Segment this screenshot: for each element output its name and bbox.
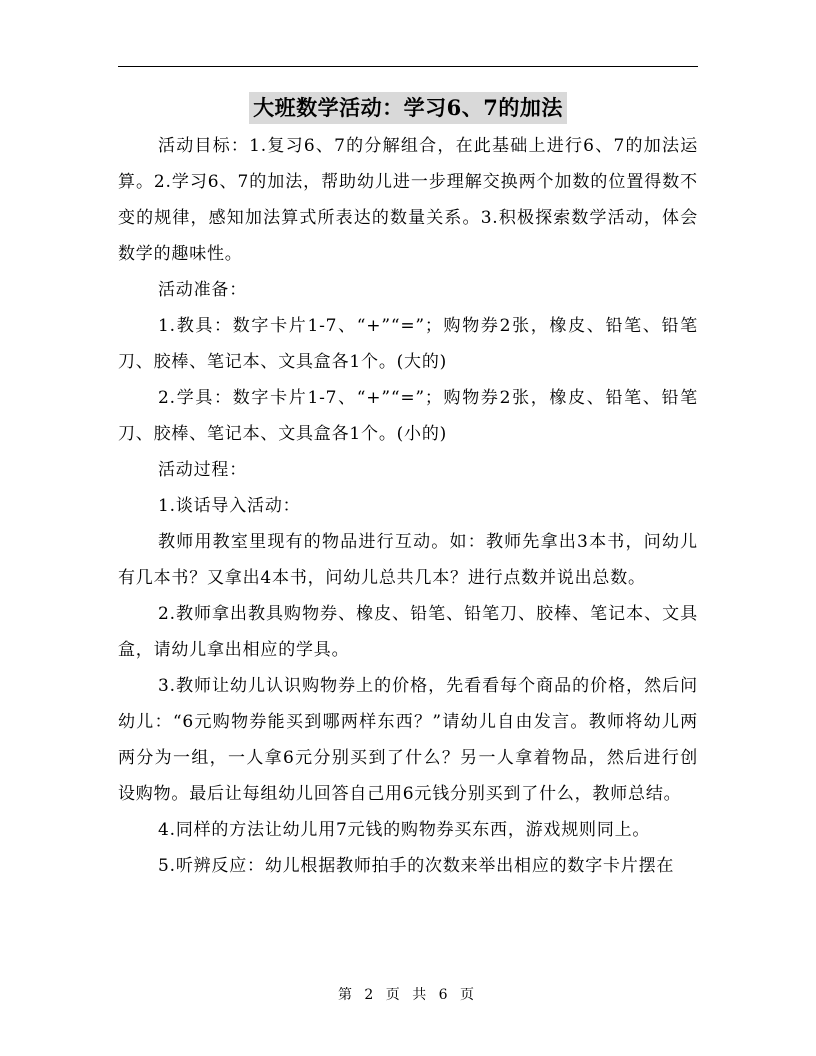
paragraph-step-5: 5.听辨反应：幼儿根据教师拍手的次数来举出相应的数字卡片摆在 (158, 856, 675, 876)
paragraph-step-1: 1.谈话导入活动： (158, 496, 301, 516)
paragraph-step-1-detail: 教师用教室里现有的物品进行互动。如：教师先拿出3本书，问幼儿有几本书？又拿出4本书，问幼儿总共几本？进行点数并说出总数。 (118, 532, 698, 588)
paragraph-step-3: 3.教师让幼儿认识购物券上的价格，先看看每个商品的价格，然后问幼儿：“6元购物券能买到哪两样东西？”请幼儿自由发言。教师将幼儿两两分为一组，一人拿6元分别买到了什么？另一人拿着物品，然后进行创设购物。最后让每组幼儿回答自己用6元钱分别买到了什么，教师总结。 (118, 676, 698, 804)
title-block (118, 92, 698, 124)
document-body (118, 128, 698, 884)
paragraph-preparation-heading: 活动准备： (158, 280, 247, 300)
paragraph-learning-aids: 2.学具：数字卡片1-7、“+”“=”；购物券2张，橡皮、铅笔、铅笔刀、胶棒、笔记本、文具盒各1个。(小的) (118, 388, 698, 444)
paragraph-objectives: 活动目标：1.复习6、7的分解组合，在此基础上进行6、7的加法运算。2.学习6、7的加法，帮助幼儿进一步理解交换两个加数的位置得数不变的规律，感知加法算式所表达的数量关系。3.积极探索数学活动，体会数学的趣味性。 (118, 136, 698, 264)
header-rule (118, 66, 698, 67)
paragraph-teaching-aids: 1.教具：数字卡片1-7、“+”“=”；购物券2张，橡皮、铅笔、铅笔刀、胶棒、笔记本、文具盒各1个。(大的) (118, 316, 698, 372)
paragraph-step-4: 4.同样的方法让幼儿用7元钱的购物券买东西，游戏规则同上。 (158, 820, 651, 840)
page-number: 第 2 页 共 6 页 (337, 987, 479, 1003)
document-title: 大班数学活动：学习6、7的加法 (249, 92, 567, 124)
paragraph-process-heading: 活动过程： (158, 460, 247, 480)
paragraph-step-2: 2.教师拿出教具购物券、橡皮、铅笔、铅笔刀、胶棒、笔记本、文具盒，请幼儿拿出相应的学具。 (118, 604, 698, 660)
